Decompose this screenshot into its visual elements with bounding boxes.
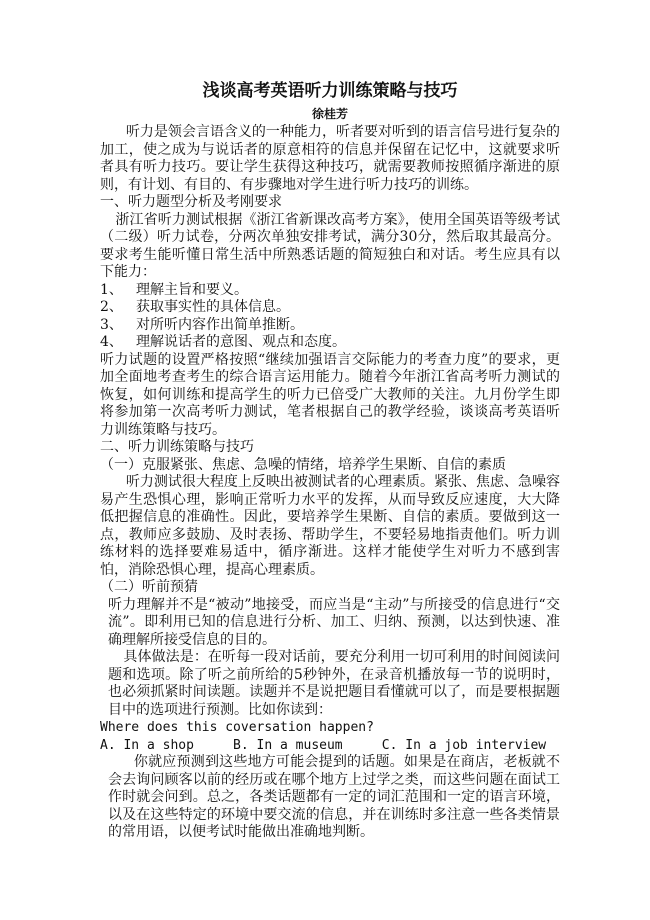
subsection2-paragraph-1: 听力理解并不是“被动”地接受，而应当是“主动”与所接受的信息进行“交流”。即利用已知的信息进行分析、加工、归纳、预测，以达到快速、准确理解所接受信息的目的。: [108, 596, 560, 648]
list-item-number: 3、: [100, 316, 123, 333]
list-item-text: 理解主旨和要义。: [136, 281, 248, 298]
list-item-number: 2、: [100, 299, 123, 315]
intro-paragraph: 听力是领会言语含义的一种能力，听者要对听到的语言信号进行复杂的加工，使之成为与说话者的原意相符的信息并保留在记忆中，这就要求听者具有听力技巧。要让学生获得这种技巧，就需要教师按照循序渐进的原则，有计划、有目的、有步骤地对学生进行听力技巧的训练。: [100, 124, 560, 193]
list-item-number: 4、: [100, 334, 123, 350]
list-item-number: 1、: [100, 281, 123, 298]
subsection2-paragraph-2: 具体做法是：在听每一段对话前，要充分利用一切可利用的时间阅读问题和选项。除了听之前所给的5秒钟外，在录音机播放每一节的说明时，也必须抓紧时间读题。读题并不是说把题目看懂就可以了，而是要根据题目中的选项进行预测。比如你读到：: [108, 649, 560, 718]
subsection2-body-2: [100, 754, 560, 842]
list-item: [100, 334, 560, 352]
subsection1-heading: （一）克服紧张、焦虑、急噪的情绪，培养学生果断、自信的素质: [100, 456, 506, 473]
list-item: [100, 282, 560, 300]
subsection2-heading: （二）听前预猜: [100, 579, 198, 595]
section1-paragraph-2: 听力试题的设置严格按照“继续加强语言交际能力的考查力度”的要求，更加全面地考查考生的综合语言运用能力。随着今年浙江省高考听力测试的恢复，如何训练和提高学生的听力已倍受广大教师的关注。九月份学生即将参加第一次高考听力测试，笔者根据自己的教学经验，谈谈高考英语听力训练策略与技巧。: [100, 351, 560, 438]
list-item-text: 对所听内容作出简单推断。: [136, 316, 304, 333]
document-page: [100, 80, 560, 842]
list-item: [100, 299, 560, 317]
section2-heading: 二、听力训练策略与技巧: [100, 439, 254, 455]
section1-paragraph: 浙江省听力测试根据《浙江省新课改高考方案》，使用全国英语等级考试（二级）听力试卷，分两次单独安排考试，满分30分，然后取其最高分。要求考生能听懂日常生活中所熟悉话题的简短独白和对话。考生应具有以下能力：: [100, 211, 560, 280]
document-title: 浅谈高考英语听力训练策略与技巧: [202, 81, 458, 101]
example-options: A. In a shop B. In a museum C. In a job interview: [100, 737, 547, 753]
author-name: 徐桂芳: [311, 107, 348, 121]
subsection2-paragraph-3: 你就应预测到这些地方可能会提到的话题。如果是在商店，老板就不会去询问顾客以前的经历或在哪个地方上过学之类，而这些问题在面试工作时就会问到。总之，各类话题都有一定的词汇范围和一定的语言环境，以及在这些特定的环境中要交流的信息，并在训练时多注意一些各类情景的常用语，以便考试时能做出准确地判断。: [108, 754, 560, 840]
list-item: [100, 317, 560, 335]
subsection1-paragraph: 听力测试很大程度上反映出被测试者的心理素质。紧张、焦虑、急噪容易产生恐惧心理，影响正常听力水平的发挥，从而导致反应速度，大大降低把握信息的准确性。因此，要培养学生果断、自信的素质。要做到这一点，教师应多鼓励、及时表扬、帮助学生，不要轻易地指责他们。听力训练材料的选择要难易适中，循序渐进。这样才能使学生对听力不感到害怕，消除恐惧心理，提高心理素质。: [100, 474, 560, 578]
list-item-text: 获取事实性的具体信息。: [136, 299, 290, 315]
example-question: Where does this coversation happen?: [100, 720, 374, 735]
section1-heading: 一、听力题型分析及考刚要求: [100, 194, 282, 210]
subsection2-body: [100, 597, 560, 720]
list-item-text: 理解说话者的意图、观点和态度。: [136, 334, 346, 350]
